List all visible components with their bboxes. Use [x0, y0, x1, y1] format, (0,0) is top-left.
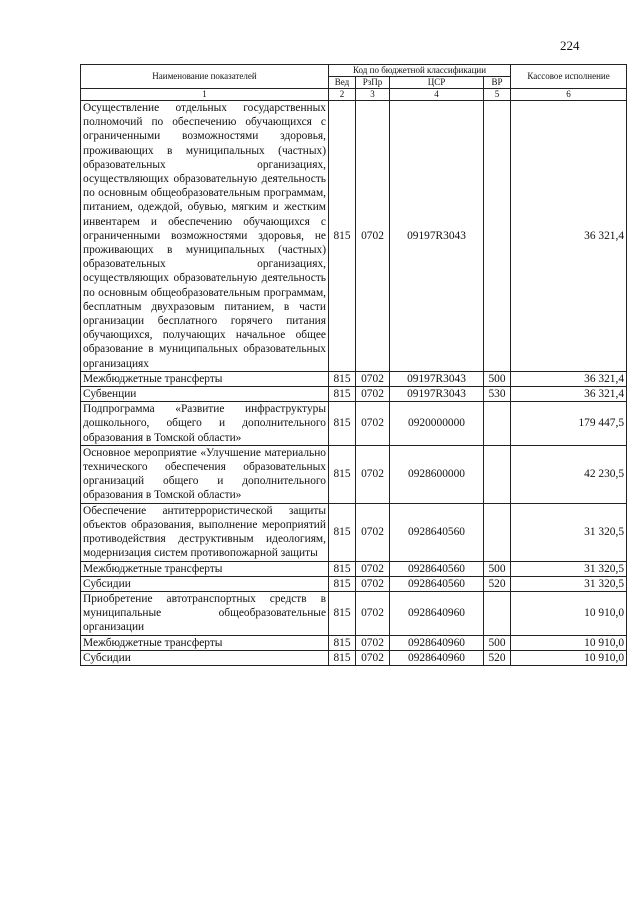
page-number: 224	[560, 38, 580, 53]
row-name: Приобретение автотранспортных средств в муниципальные общеобразовательные организации	[81, 591, 329, 635]
header-name: Наименование показателей	[81, 65, 329, 89]
row-vr: 530	[484, 387, 511, 402]
row-name: Субсидии	[81, 650, 329, 665]
row-vr: 520	[484, 650, 511, 665]
table-row	[81, 576, 627, 591]
column-number: 6	[511, 89, 627, 101]
row-ved: 815	[329, 561, 356, 576]
row-csr: 0928640560	[390, 503, 484, 561]
table-row	[81, 650, 627, 665]
header-ved: Вед	[329, 77, 356, 89]
column-number: 4	[390, 89, 484, 101]
row-ved: 815	[329, 371, 356, 386]
row-rzpr: 0702	[356, 387, 390, 402]
row-ved: 815	[329, 635, 356, 650]
row-ved: 815	[329, 387, 356, 402]
header-row-1	[81, 65, 627, 77]
column-number: 1	[81, 89, 329, 101]
row-amount: 36 321,4	[511, 387, 627, 402]
row-vr	[484, 503, 511, 561]
row-amount: 31 320,5	[511, 576, 627, 591]
row-name: Основное мероприятие «Улучшение материально технического обеспечения образовательных организаций общего и дополнительного образования в Томской области»	[81, 445, 329, 503]
row-csr: 0928640960	[390, 591, 484, 635]
table-row	[81, 445, 627, 503]
row-ved: 815	[329, 445, 356, 503]
budget-table	[80, 64, 627, 666]
row-ved: 815	[329, 650, 356, 665]
row-csr: 09197R3043	[390, 371, 484, 386]
table-row	[81, 402, 627, 446]
row-name: Субвенции	[81, 387, 329, 402]
row-rzpr: 0702	[356, 561, 390, 576]
row-csr: 0920000000	[390, 402, 484, 446]
numbering-row	[81, 89, 627, 101]
row-csr: 0928640560	[390, 561, 484, 576]
row-vr: 500	[484, 371, 511, 386]
row-amount: 10 910,0	[511, 591, 627, 635]
row-name: Межбюджетные трансферты	[81, 635, 329, 650]
row-csr: 09197R3043	[390, 387, 484, 402]
header-amount: Кассовое исполнение	[511, 65, 627, 89]
row-vr	[484, 445, 511, 503]
row-csr: 0928600000	[390, 445, 484, 503]
row-vr	[484, 101, 511, 372]
row-csr: 0928640960	[390, 635, 484, 650]
row-amount: 31 320,5	[511, 503, 627, 561]
row-amount: 10 910,0	[511, 650, 627, 665]
header-code-group: Код по бюджетной классификации	[329, 65, 511, 77]
row-csr: 09197R3043	[390, 101, 484, 372]
row-csr: 0928640560	[390, 576, 484, 591]
column-number: 2	[329, 89, 356, 101]
row-amount: 36 321,4	[511, 371, 627, 386]
row-rzpr: 0702	[356, 635, 390, 650]
column-number: 3	[356, 89, 390, 101]
row-ved: 815	[329, 576, 356, 591]
row-name: Подпрограмма «Развитие инфраструктуры дошкольного, общего и дополнительного образования в Томской области»	[81, 402, 329, 446]
table-row	[81, 561, 627, 576]
header-rzpr: РзПр	[356, 77, 390, 89]
row-amount: 179 447,5	[511, 402, 627, 446]
row-vr: 500	[484, 635, 511, 650]
row-vr: 500	[484, 561, 511, 576]
row-rzpr: 0702	[356, 576, 390, 591]
header-vr: ВР	[484, 77, 511, 89]
row-ved: 815	[329, 591, 356, 635]
row-rzpr: 0702	[356, 503, 390, 561]
table-row	[81, 503, 627, 561]
row-ved: 815	[329, 503, 356, 561]
row-rzpr: 0702	[356, 591, 390, 635]
table-row	[81, 635, 627, 650]
table-row	[81, 371, 627, 386]
row-vr: 520	[484, 576, 511, 591]
row-rzpr: 0702	[356, 101, 390, 372]
row-name: Субсидии	[81, 576, 329, 591]
row-ved: 815	[329, 101, 356, 372]
row-vr	[484, 402, 511, 446]
header-csr: ЦСР	[390, 77, 484, 89]
row-vr	[484, 591, 511, 635]
row-rzpr: 0702	[356, 402, 390, 446]
row-name: Осуществление отдельных государственных полномочий по обеспечению обучающихся с ограниченными возможностями здоровья, проживающих в муниципальных (частных) образовательных организациях, осуществляющих образовательную деятельность по основным общеобразовательным программам, питанием, одеждой, обувью, мягким и жестким инвентарем и обеспечению обучающихся с ограниченными возможностями здоровья, не проживающих в муниципальных (частных) образовательных организациях, осуществляющих образовательную деятельность по основным общеобразовательным программам, бесплатным двухразовым питанием, в части организации бесплатного горячего питания обучающихся, получающих начальное общее образование в муниципальных образовательных организациях	[81, 101, 329, 372]
row-name: Межбюджетные трансферты	[81, 371, 329, 386]
table-row	[81, 591, 627, 635]
row-rzpr: 0702	[356, 371, 390, 386]
row-name: Межбюджетные трансферты	[81, 561, 329, 576]
row-csr: 0928640960	[390, 650, 484, 665]
row-amount: 10 910,0	[511, 635, 627, 650]
row-amount: 31 320,5	[511, 561, 627, 576]
row-ved: 815	[329, 402, 356, 446]
row-rzpr: 0702	[356, 445, 390, 503]
row-amount: 42 230,5	[511, 445, 627, 503]
column-number: 5	[484, 89, 511, 101]
row-name: Обеспечение антитеррористической защиты объектов образования, выполнение мероприятий противодействия деструктивным идеологиям, модернизация систем противопожарной защиты	[81, 503, 329, 561]
table-row	[81, 387, 627, 402]
row-amount: 36 321,4	[511, 101, 627, 372]
table-row	[81, 101, 627, 372]
row-rzpr: 0702	[356, 650, 390, 665]
